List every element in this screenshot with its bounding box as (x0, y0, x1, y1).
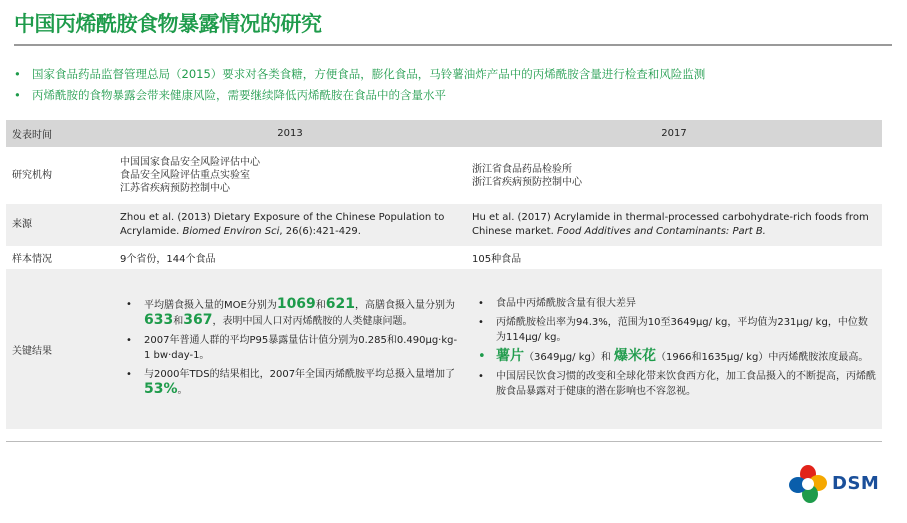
summary-bullet-text: 国家食品药品监督管理总局（2015）要求对各类食糖，方便食品，膨化食品，马铃薯油炸产品中的丙烯酰胺含量进行检查和风险监测 (32, 67, 706, 81)
org-2013 (114, 147, 466, 204)
list-item (120, 333, 460, 363)
org-2017 (466, 147, 882, 204)
org-2013-line: 中国国家食品安全风险评估中心 (120, 157, 260, 168)
table-row-org (6, 147, 882, 204)
dsm-logo (788, 463, 898, 507)
key-text: 。 (177, 384, 188, 396)
highlight-value: 633 (144, 311, 174, 328)
title-divider (14, 44, 892, 46)
summary-bullet (14, 85, 894, 106)
source-2017-citation: Hu et al. (2017) Acrylamide in thermal-processed carbohydrate-rich foods from Chinese market. (472, 212, 869, 237)
source-2013-journal: Biomed Environ Sci (182, 226, 280, 237)
bullet-icon: • (478, 370, 484, 382)
highlight-value: 1069 (276, 295, 316, 312)
source-2017 (466, 204, 882, 246)
key-text: ，表明中国人口对丙烯酰胺的人类健康问题。 (212, 315, 413, 327)
key-text: 2007年普通人群的平均P95暴露量估计值分别为0.285和0.490μg·kg-1 bw·day-1。 (144, 334, 458, 361)
key-2017 (466, 269, 882, 429)
page-title: 中国丙烯酰胺食物暴露情况的研究 (14, 12, 322, 36)
logo-text: DSM (832, 473, 880, 494)
highlight-value: 爆米花 (614, 347, 657, 364)
key-text: 和 (173, 315, 184, 327)
bullet-icon: • (478, 297, 484, 309)
bullet-icon: • (14, 88, 21, 102)
source-2017-journal: Food Additives and Contaminants: Part B. (556, 226, 766, 237)
list-item (120, 367, 460, 398)
org-2017-line: 浙江省食品药品检验所 (472, 163, 572, 175)
source-label: 来源 (6, 204, 114, 246)
key-text: ，高膳食摄入量分别为 (355, 299, 456, 311)
org-label: 研究机构 (6, 147, 114, 204)
summary-bullets (14, 64, 894, 106)
list-item (472, 369, 876, 399)
bullet-icon: • (478, 348, 486, 364)
table-bottom-divider (6, 441, 882, 442)
sample-2013: 9个省份，144个食品 (114, 246, 466, 269)
highlight-value: 53% (144, 380, 178, 397)
list-item (472, 296, 876, 311)
dsm-flower-icon (788, 463, 830, 507)
source-2013 (114, 204, 466, 246)
sample-label: 样本情况 (6, 246, 114, 269)
key-text: 丙烯酰胺检出率为94.3%，范围为10至3649μg/ kg，平均值为231μg/ kg，中位数为114μg/ kg。 (496, 316, 868, 343)
highlight-value: 621 (325, 295, 356, 312)
header-label: 发表时间 (6, 120, 114, 147)
highlight-value: 367 (183, 311, 213, 328)
bullet-icon: • (14, 67, 21, 81)
key-text: （3649μg/ kg）和 (524, 351, 615, 363)
key-text: （1966和1635μg/ kg）中丙烯酰胺浓度最高。 (656, 351, 869, 363)
source-2013-volume: , 26(6):421-429. (279, 226, 361, 237)
list-item (120, 297, 460, 329)
highlight-value: 薯片 (496, 347, 524, 364)
key-2013 (114, 269, 466, 429)
key-2017-list (472, 296, 876, 399)
bullet-icon: • (126, 368, 132, 380)
key-text: 平均膳食摄入量的MOE分别为 (144, 299, 277, 311)
summary-bullet-text: 丙烯酰胺的食物暴露会带来健康风险，需要继续降低丙烯酰胺在食品中的含量水平 (32, 88, 446, 102)
table-header-row (6, 120, 882, 147)
list-item (472, 349, 876, 365)
sample-2017: 105种食品 (466, 246, 882, 269)
summary-bullet (14, 64, 894, 85)
bullet-icon: • (478, 316, 484, 328)
org-2013-line: 食品安全风险评估重点实验室 (120, 170, 250, 181)
studies-table (6, 120, 882, 429)
key-2013-list (120, 297, 460, 398)
table-row-key-findings (6, 269, 882, 429)
org-2013-line: 江苏省疾病预防控制中心 (120, 183, 230, 194)
bullet-icon: • (126, 334, 132, 346)
bullet-icon: • (126, 298, 132, 310)
key-text: 与2000年TDS的结果相比，2007年全国丙烯酰胺平均总摄入量增加了 (144, 368, 456, 380)
key-text: 食品中丙烯酰胺含量有很大差异 (496, 297, 636, 309)
table-row-source (6, 204, 882, 246)
header-2017: 2017 (466, 120, 882, 147)
header-2013: 2013 (114, 120, 466, 147)
source-2013-citation: Zhou et al. (2013) Dietary Exposure of the Chinese Population to Acrylamide. (120, 212, 445, 237)
key-text: 和 (315, 299, 326, 311)
key-label: 关键结果 (6, 269, 114, 429)
key-text: 中国居民饮食习惯的改变和全球化带来饮食西方化，加工食品摄入的不断提高，丙烯酰胺食品暴露对于健康的潜在影响也不容忽视。 (496, 370, 876, 397)
table-row-sample (6, 246, 882, 269)
org-2017-line: 浙江省疾病预防控制中心 (472, 176, 582, 188)
list-item (472, 315, 876, 345)
